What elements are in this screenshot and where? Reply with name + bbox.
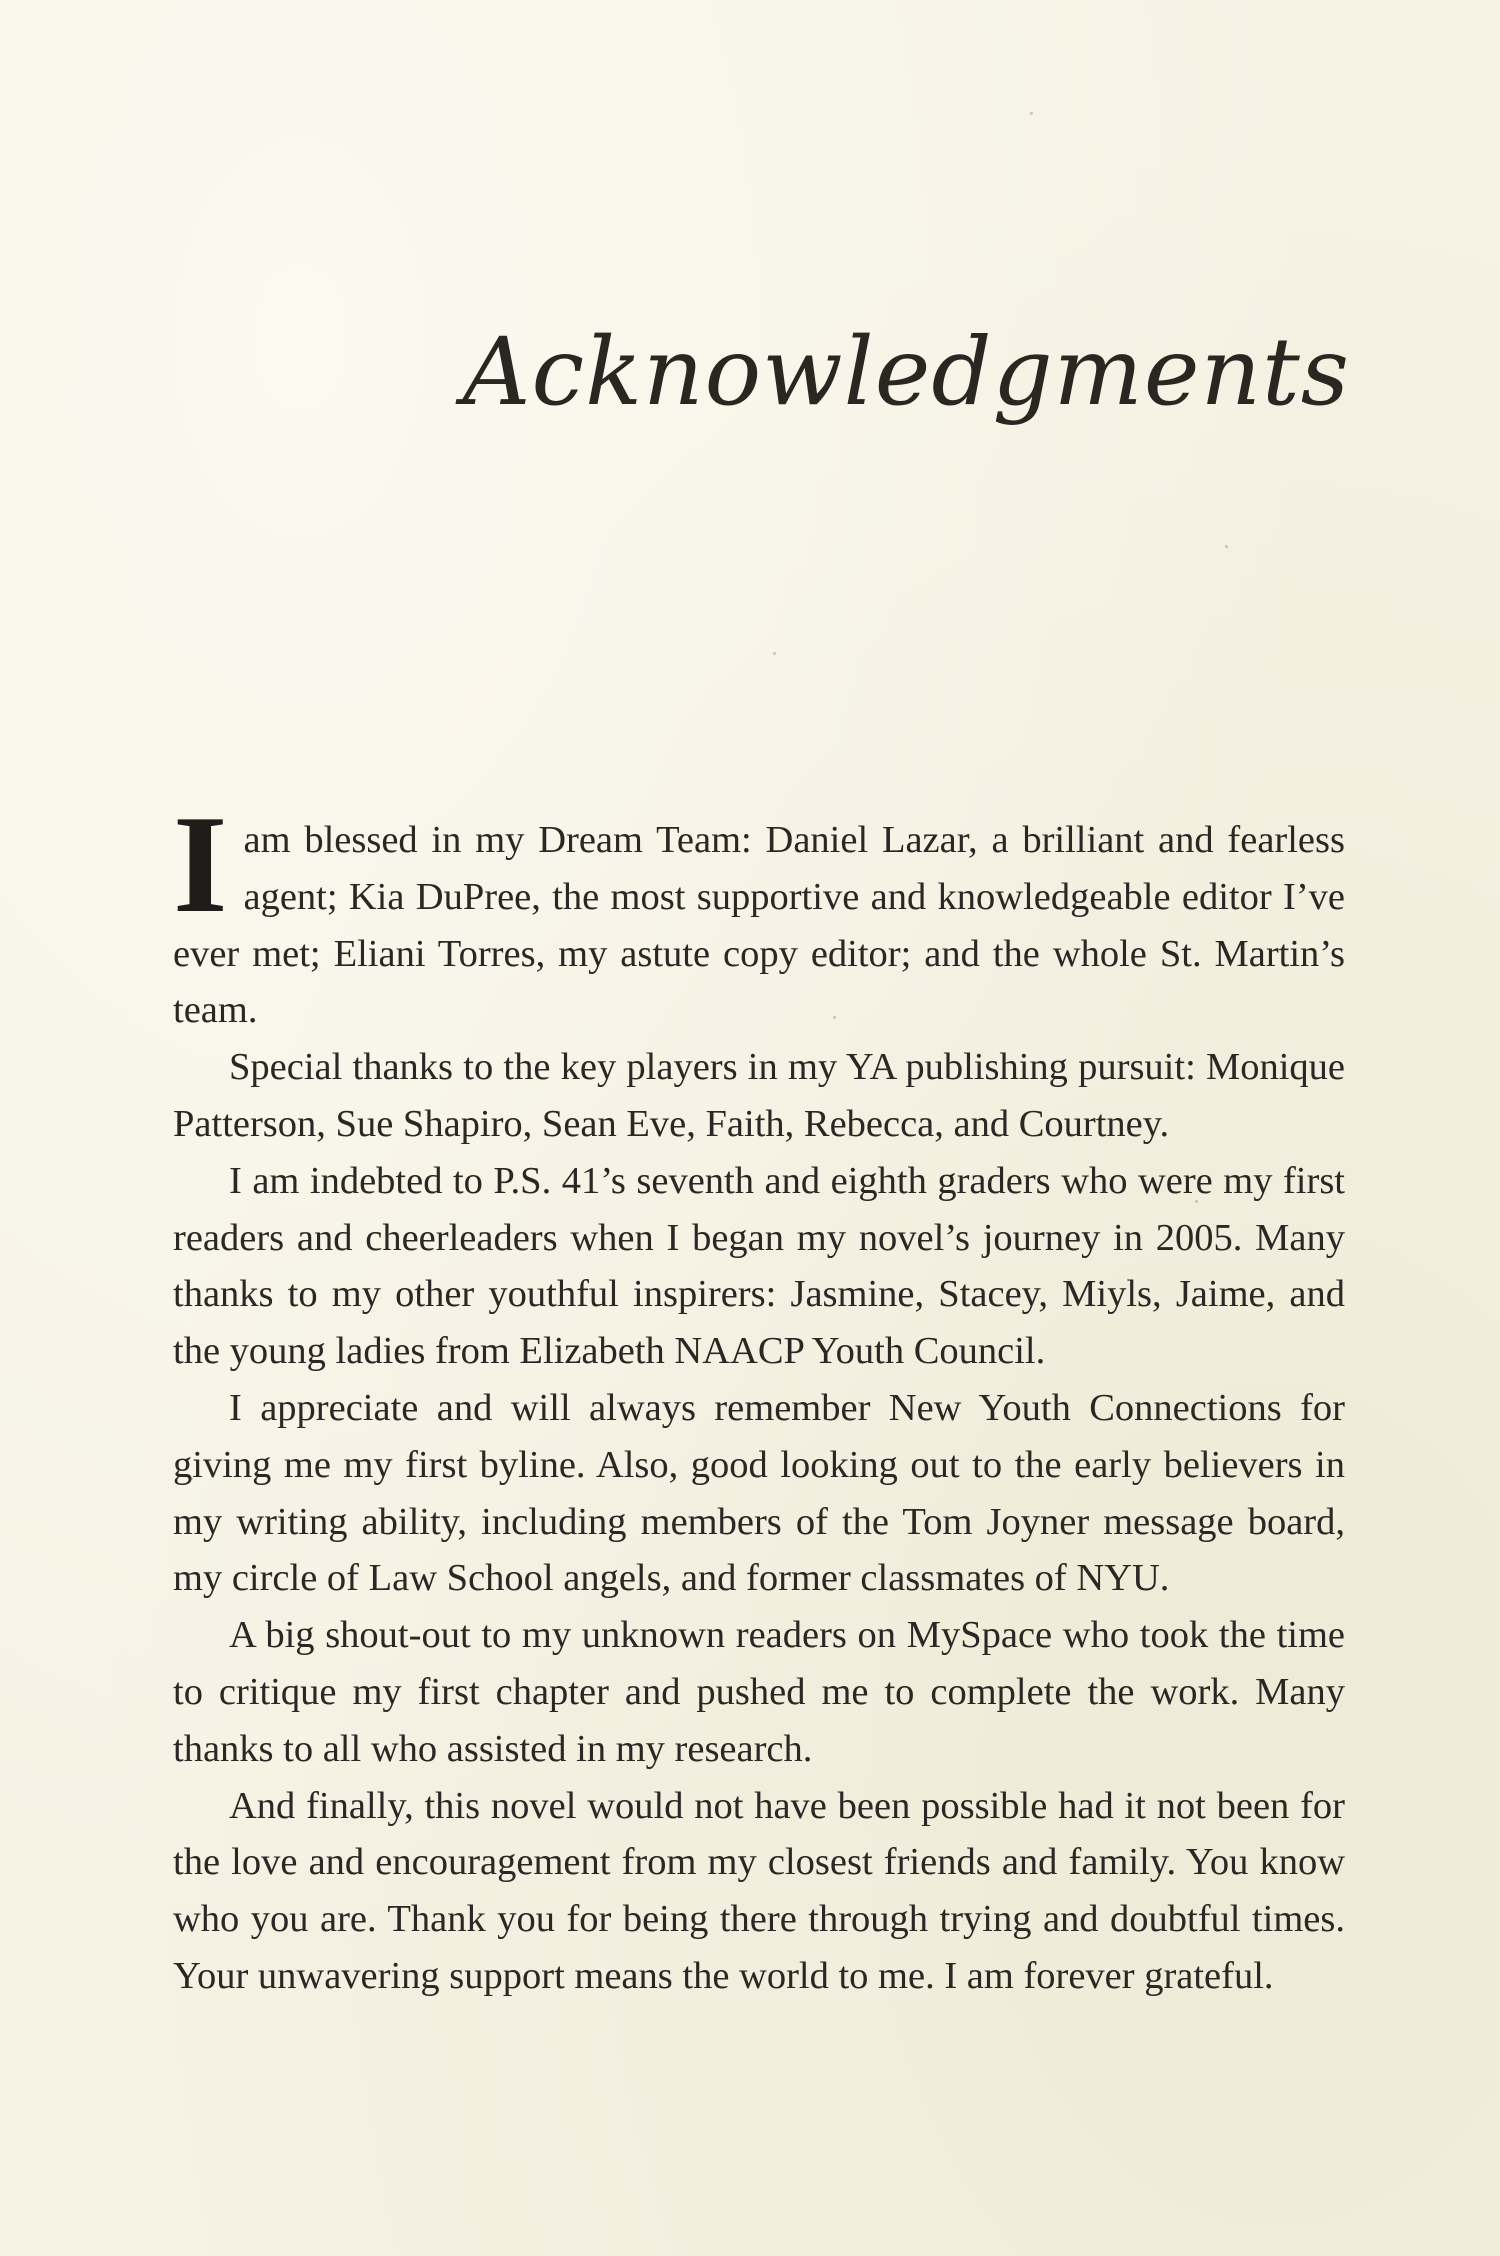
paragraph-5: A big shout-out to my unknown readers on MySpace who took the time to critique my first chapter and pushed me to complete the work. Many thanks to all who assisted in my research. — [173, 1614, 1345, 1770]
paragraph-3: I am indebted to P.S. 41’s seventh and eighth graders who were my first readers and cheerleaders when I began my novel’s journey in 2005. Many thanks to my other youthful inspirers: Jasmine, Stacey, Miyls, Jaime, and the young ladies from Elizabeth NAACP Youth Council. — [173, 1159, 1345, 1373]
paragraph-1 — [173, 787, 1345, 1039]
acknowledgments-body — [173, 787, 1345, 2005]
page-title: Acknowledgments — [462, 318, 1350, 427]
paragraph-1-text: am blessed in my Dream Team: Daniel Lazar, a brilliant and fearless agent; Kia DuPree, the most supportive and knowledgeable editor I’ve ever met; Eliani Torres, my astute copy editor; and the whole St. Martin’s team. — [173, 819, 1345, 1032]
paragraph-2: Special thanks to the key players in my YA publishing pursuit: Monique Patterson, Sue Shapiro, Sean Eve, Faith, Rebecca, and Courtney. — [173, 1046, 1345, 1145]
paper-speck — [1030, 112, 1033, 115]
drop-cap-letter: I — [173, 787, 228, 942]
paragraph-6: And finally, this novel would not have been possible had it not been for the love and encouragement from my closest friends and family. You know who you are. Thank you for being there through trying and doubtful times. Your unwavering support means the world to me. I am forever grateful. — [173, 1784, 1345, 1997]
paragraph-4: I appreciate and will always remember New Youth Connections for giving me my first byline. Also, good looking out to the early believers in my writing ability, including members of the Tom Joyner message board, my circle of Law School angels, and former classmates of NYU. — [173, 1386, 1345, 1600]
paper-speck — [1225, 545, 1228, 548]
paper-speck — [773, 652, 776, 655]
